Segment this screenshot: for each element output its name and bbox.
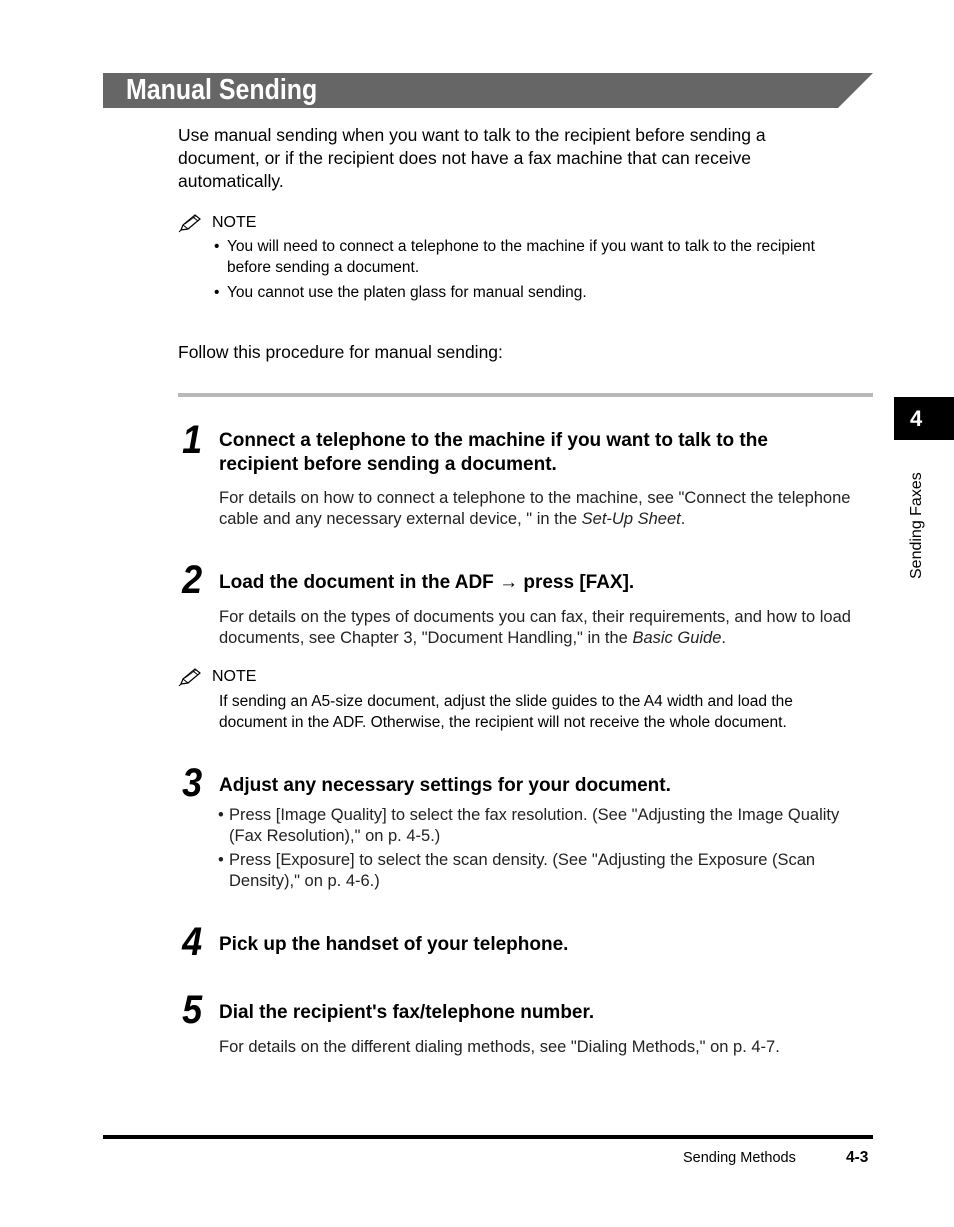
note-block — [178, 213, 256, 233]
note-label: NOTE — [212, 214, 257, 231]
step-title: Load the document in the ADF → press [FAX]. — [219, 572, 635, 593]
step-title: Adjust any necessary settings for your document. — [219, 775, 671, 796]
divider — [178, 393, 873, 397]
step-description: For details on the types of documents you can fax, their requirements, and how to load documents, see Chapter 3, "Document Handling," in the Basic Guide. — [219, 608, 851, 647]
note-item: • You cannot use the platen glass for manual sending. — [213, 282, 863, 303]
document-reference: Set-Up Sheet — [581, 510, 681, 528]
step-description: For details on how to connect a telephone to the machine, see "Connect the telephone cable and any necessary external device, " in the Set-Up Sheet. — [219, 489, 851, 528]
footer-rule — [103, 1135, 873, 1139]
step-title: Connect a telephone to the machine if you want to talk to the recipient before sending a document. — [219, 430, 768, 475]
note-label: NOTE — [212, 668, 257, 685]
step-bullet: • Press [Image Quality] to select the fax resolution. (See "Adjusting the Image Quality (Fax Resolution)," on p. 4-5.) — [217, 805, 872, 847]
step-number: 3 — [182, 761, 203, 805]
chapter-side-label: Sending Faxes — [908, 472, 925, 579]
step-number: 1 — [182, 418, 203, 462]
pencil-note-icon — [178, 213, 204, 233]
intro-paragraph: Use manual sending when you want to talk to the recipient before sending a document, or if the recipient does not have a fax machine that can receive automatically. — [178, 125, 766, 191]
step-number: 5 — [182, 988, 203, 1032]
step-bullets — [217, 805, 872, 892]
step-title: Dial the recipient's fax/telephone number. — [219, 1002, 595, 1023]
document-reference: Basic Guide — [632, 629, 722, 647]
step-description: For details on the different dialing methods, see "Dialing Methods," on p. 4-7. — [219, 1038, 780, 1056]
note-block — [178, 667, 256, 687]
pencil-note-icon — [178, 667, 204, 687]
procedure-intro: Follow this procedure for manual sending: — [178, 342, 503, 362]
note-item: • You will need to connect a telephone to the machine if you want to talk to the recipient before sending a document. — [213, 236, 863, 278]
step-number: 4 — [182, 920, 203, 964]
chapter-tab: 4 — [894, 397, 954, 440]
footer-section: Sending Methods — [683, 1150, 796, 1166]
note-text: If sending an A5-size document, adjust the slide guides to the A4 width and load the document in the ADF. Otherwise, the recipient will not receive the whole document. — [219, 693, 793, 731]
page-title: Manual Sending — [126, 74, 318, 106]
note-list — [213, 236, 863, 307]
step-title: Pick up the handset of your telephone. — [219, 934, 569, 955]
step-number: 2 — [182, 558, 203, 602]
page-number: 4-3 — [846, 1149, 869, 1166]
step-bullet: • Press [Exposure] to select the scan density. (See "Adjusting the Exposure (Scan Density)," on p. 4-6.) — [217, 850, 872, 892]
